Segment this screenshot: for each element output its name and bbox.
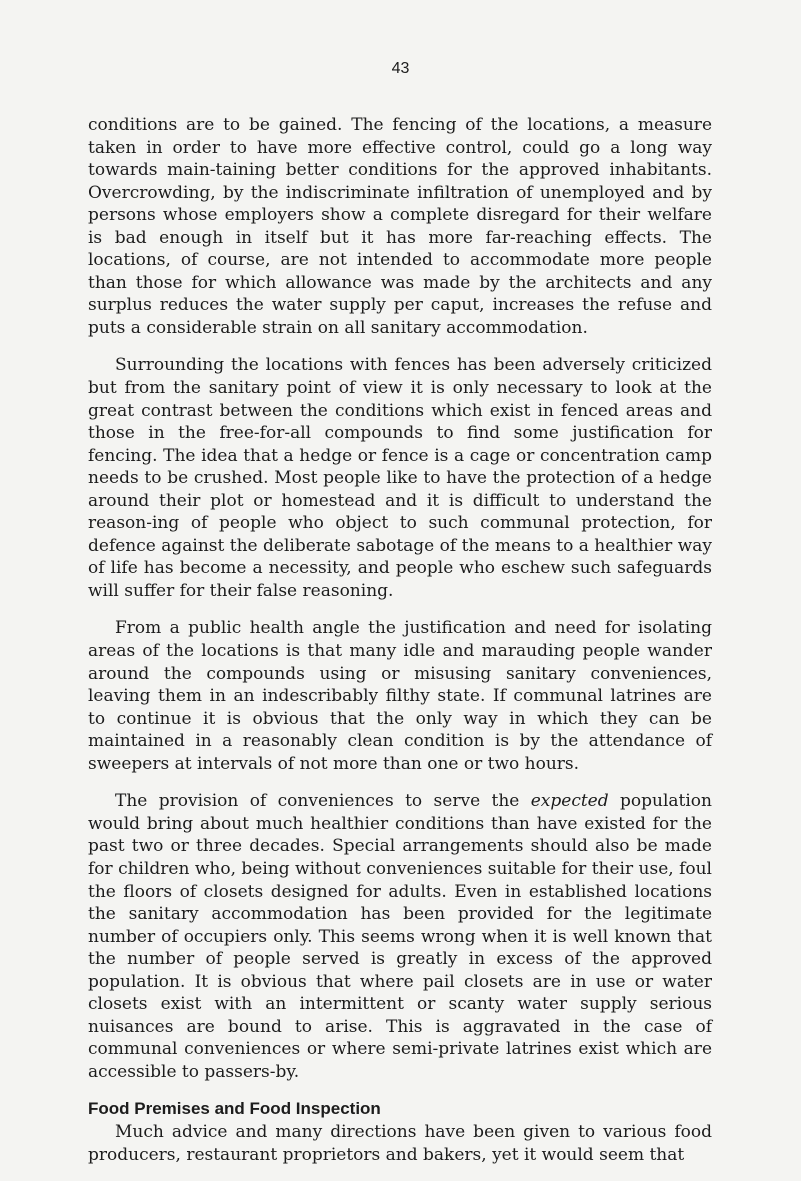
section-heading: Food Premises and Food Inspection — [88, 1099, 381, 1119]
paragraph-fences-criticized: Surrounding the locations with fences has been adversely criticized but from the sanitary point of view it is only necessary to look at the great contrast between the conditions which exist in fenced areas and those in the free-for-all compounds to find some justification for fencing. The idea that a hedge or fence is a cage or concentration camp needs to be crushed. Most people like to have the protection of a hedge around their plot or homestead and it is difficult to understand the reason-ing of people who object to such communal protection, for defence against the deliberate sabotage of the means to a healthier way of life has become a necessity, and people who eschew such safeguards will suffer for their false reasoning. — [88, 355, 712, 601]
page-number: 43 — [391, 60, 410, 77]
paragraph-public-health-angle: From a public health angle the justification and need for isolating areas of the locations is that many idle and marauding people wander around the compounds using or misusing sanitary conveniences, leaving them in an indescribably filthy state. If communal latrines are to continue it is obvious that the only way in which they can be maintained in a reasonably clean condition is by the attendance of sweepers at intervals of not more than one or two hours. — [88, 618, 712, 774]
paragraph-provision-of-conveniences — [88, 790, 712, 1083]
paragraph-food-premises: Much advice and many directions have been given to various food producers, restaurant proprietors and bakers, yet it would seem that — [88, 1121, 712, 1165]
paragraph-fencing-control: conditions are to be gained. The fencing of the locations, a measure taken in order to have more effective control, could go a long way towards main-taining better conditions for the approved inhabitants. Overcrowding, by the indiscriminate infiltration of unemployed and by persons whose employers show a complete disregard for their welfare is bad enough in itself but it has more far-reaching effects. The locations, of course, are not intended to accommodate more people than those for which allowance was made by the architects and any surplus reduces the water supply per caput, increases the refuse and puts a considerable strain on all sanitary accommodation. — [88, 115, 712, 338]
emphasized-word: expected — [530, 791, 609, 812]
paragraph-text-start: The provision of conveniences to serve the — [115, 791, 531, 812]
paragraph-text-end: population would bring about much healthier conditions than have existed for the past two or three decades. Special arrangements should also be made for children who, being without conveniences suitable for their use, foul the floors of closets designed for adults. Even in established locations the sanitary accommodation has been provided for the legitimate number of occupiers only. This seems wrong when it is well known that the number of people served is greatly in excess of the approved population. It is obvious that where pail closets are in use or water closets exist with an intermittent or scanty water supply serious nuisances are bound to arise. This is aggravated in the case of communal conveniences or where semi-private latrines exist which are accessible to passers-by. — [88, 791, 712, 1082]
body-text — [88, 114, 712, 1181]
